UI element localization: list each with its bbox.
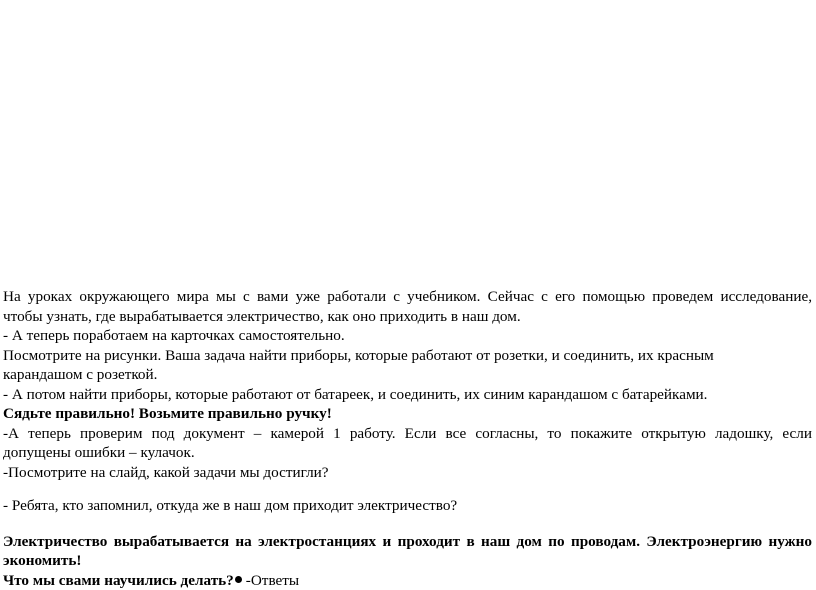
paragraph-line: - А потом найти приборы, которые работают от батареек, и соединить, их синим карандашом с батарейками. (3, 385, 812, 405)
blank-line (3, 516, 812, 532)
paragraph-line: карандашом с розеткой. (3, 365, 812, 385)
bold-instruction: Сядьте правильно! Возьмите правильно ручку! (3, 404, 812, 424)
bold-conclusion: Электричество вырабатывается на электростанциях и проходит в наш дом по проводам. Электроэнергию нужно (3, 532, 812, 552)
paragraph-line: Посмотрите на рисунки. Ваша задача найти приборы, которые работают от розетки, и соединить, их красным (3, 346, 812, 366)
document-body (3, 287, 812, 590)
blank-line (3, 482, 812, 496)
answers-label: -Ответы (246, 572, 299, 589)
paragraph-line: чтобы узнать, где вырабатывается электричество, как оно приходить в наш дом. (3, 307, 812, 327)
paragraph-line: -Посмотрите на слайд, какой задачи мы достигли? (3, 463, 812, 483)
paragraph-line: На уроках окружающего мира мы с вами уже работали с учебником. Сейчас с его помощью проведем исследование, (3, 287, 812, 307)
paragraph-line: -А теперь проверим под документ – камерой 1 работу. Если все согласны, то покажите открытую ладошку, если (3, 424, 812, 444)
paragraph-line: допущены ошибки – кулачок. (3, 443, 812, 463)
bold-question: Что мы свами научились делать? (3, 572, 234, 589)
question-line (3, 571, 812, 590)
bold-conclusion: экономить! (3, 551, 812, 571)
paragraph-line: - Ребята, кто запомнил, откуда же в наш дом приходит электричество? (3, 496, 812, 516)
paragraph-line: - А теперь поработаем на карточках самостоятельно. (3, 326, 812, 346)
